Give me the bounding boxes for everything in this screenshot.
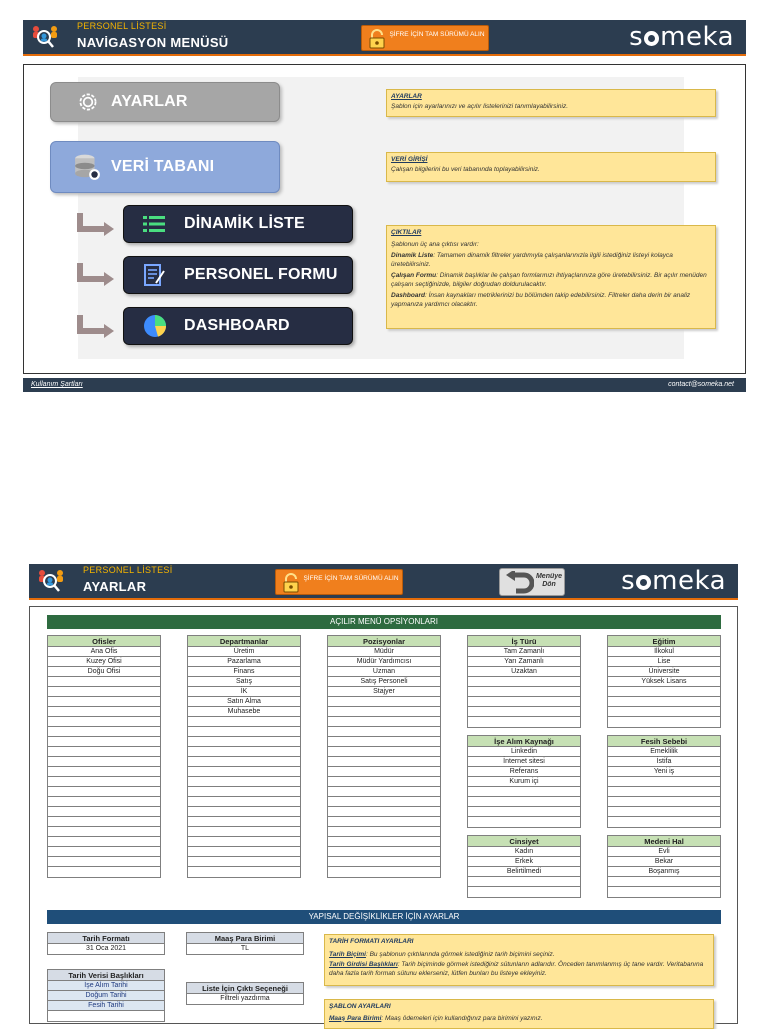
sablon-ayarlari-note: [324, 999, 714, 1029]
note-heading: VERİ GİRİŞİ: [391, 156, 428, 163]
note-item: [329, 961, 709, 978]
section-header-structural: YAPISAL DEĞİŞİKLİKLER İÇİN AYARLAR: [47, 910, 721, 924]
tarih-ayarlari-note: [324, 934, 714, 986]
list-item[interactable]: [608, 797, 720, 807]
list-item[interactable]: [328, 867, 440, 877]
list-item[interactable]: Finans: [188, 667, 300, 677]
dropdown-list: [47, 635, 161, 878]
settings-header: [29, 564, 738, 600]
maas-box: [186, 932, 304, 955]
list-item[interactable]: [608, 807, 720, 817]
note-text: Şablon için ayarlarınızı ve açılır listelerinizi tanımlayabilirsiniz.: [391, 102, 569, 110]
dashboard-label: DASHBOARD: [184, 317, 290, 334]
table-row[interactable]: [48, 1011, 164, 1021]
list-item[interactable]: Belirtilmedi: [468, 867, 580, 877]
list-item[interactable]: [188, 717, 300, 727]
list-item[interactable]: [48, 817, 160, 827]
navigation-panel: [23, 64, 746, 374]
list-item[interactable]: Kuzey Ofisi: [48, 657, 160, 667]
someka-logo: [629, 22, 734, 52]
list-item[interactable]: Müdür: [328, 647, 440, 657]
list-item[interactable]: [188, 747, 300, 757]
list-item[interactable]: [48, 857, 160, 867]
team-icon: [37, 567, 65, 595]
ayarlar-button[interactable]: [50, 82, 280, 122]
list-item[interactable]: [48, 747, 160, 757]
list-item[interactable]: [48, 707, 160, 717]
list-item[interactable]: Evli: [608, 847, 720, 857]
back-arrow-icon: [504, 571, 534, 595]
list-item[interactable]: [188, 827, 300, 837]
table-row[interactable]: Fesih Tarihi: [48, 1001, 164, 1011]
list-item[interactable]: [188, 817, 300, 827]
note-item-title: Dashboard: [391, 292, 425, 299]
list-item[interactable]: Erkek: [468, 857, 580, 867]
dropdown-list-title: Eğitim: [608, 636, 720, 647]
dinamik-label: DİNAMİK LİSTE: [184, 215, 305, 232]
list-item[interactable]: [48, 727, 160, 737]
list-item[interactable]: [328, 817, 440, 827]
tarih-basliklari-title: Tarih Verisi Başlıkları: [48, 970, 164, 981]
list-item[interactable]: [608, 817, 720, 827]
list-item[interactable]: [328, 707, 440, 717]
brand-left: s: [621, 566, 636, 596]
list-item[interactable]: [468, 887, 580, 897]
list-item[interactable]: Doğu Ofisi: [48, 667, 160, 677]
list-item[interactable]: [48, 837, 160, 847]
list-icon: [142, 212, 166, 236]
list-item[interactable]: [608, 717, 720, 727]
list-item[interactable]: Yeni iş: [608, 767, 720, 777]
lock-icon: [368, 29, 386, 49]
list-item[interactable]: Üniversite: [608, 667, 720, 677]
list-item[interactable]: [328, 737, 440, 747]
brand-right: meka: [660, 22, 734, 52]
list-item[interactable]: [468, 677, 580, 687]
note-item-text: : Tamamen dinamik filtreler yardımıyla çalışanlarınızla ilgili istediğiniz listeyi kolayca üretebilirsiniz.: [391, 252, 673, 268]
list-item[interactable]: [188, 727, 300, 737]
list-item[interactable]: [328, 827, 440, 837]
note-item-text: : Tarih biçiminde görmek istediğiniz sütunların adlarıdır. Önceden tanımlanmış üç tane vardır. Veritabanına daha fazla tarih formatı sütunu eklerseniz, lütfen bunları bu listeye ekleyiniz.: [329, 961, 704, 977]
list-item[interactable]: [468, 697, 580, 707]
veri-label: VERİ TABANI: [111, 158, 215, 175]
arrow-icon: [76, 213, 116, 237]
app-subtitle: PERSONEL LİSTESİ: [83, 565, 173, 575]
list-item[interactable]: [328, 837, 440, 847]
menu-return-label: Menüye Dön: [535, 573, 563, 588]
brand-left: s: [629, 22, 644, 52]
list-item[interactable]: [328, 757, 440, 767]
list-item[interactable]: [48, 777, 160, 787]
list-item[interactable]: [608, 687, 720, 697]
personel-formu-button[interactable]: [123, 256, 353, 294]
note-item: [329, 1015, 709, 1024]
dropdown-list-title: Departmanlar: [188, 636, 300, 647]
table-row[interactable]: Doğum Tarihi: [48, 991, 164, 1001]
tarih-formati-title: Tarih Formatı: [48, 933, 164, 944]
team-icon: [31, 23, 59, 51]
list-item[interactable]: [188, 857, 300, 867]
list-item[interactable]: [48, 827, 160, 837]
cikti-box: [186, 982, 304, 1005]
list-item[interactable]: [328, 767, 440, 777]
list-item[interactable]: Lise: [608, 657, 720, 667]
list-item[interactable]: [48, 737, 160, 747]
list-item[interactable]: Boşanmış: [608, 867, 720, 877]
list-item[interactable]: [48, 797, 160, 807]
list-item[interactable]: [188, 767, 300, 777]
list-item[interactable]: Satın Alma: [188, 697, 300, 707]
note-item: [391, 272, 711, 289]
note-item-text: : Maaş ödemeleri için kullandığınız para birimini yazınız.: [381, 1014, 543, 1022]
list-item[interactable]: Satış Personeli: [328, 677, 440, 687]
note-item-title: Tarih Biçimi: [329, 950, 366, 958]
note-item-text: : Dinamik başlıklar ile çalışan formlarınızı ihtiyaçlarınıza göre üretebilirsiniz. Bir açılır menüden çalışanı seçtiğinizde, bilgiler doğrudan doldurulacaktır.: [391, 272, 707, 288]
dropdown-list-title: İş Türü: [468, 636, 580, 647]
list-item[interactable]: [48, 687, 160, 697]
list-item[interactable]: Stajyer: [328, 687, 440, 697]
note-item-text: : İnsan kaynakları metriklerinizi bu bölümden takip edebilirsiniz. Filtreler daha derin bir analiz yapmanıza yardımcı olacaktır.: [391, 292, 691, 308]
list-item[interactable]: [468, 797, 580, 807]
app-subtitle: PERSONEL LİSTESİ: [77, 21, 167, 31]
list-item[interactable]: Referans: [468, 767, 580, 777]
note-item: [391, 252, 711, 269]
list-item[interactable]: Kadın: [468, 847, 580, 857]
maas-value[interactable]: TL: [240, 945, 250, 952]
section-header-dropdowns: AÇILIR MENÜ OPSİYONLARI: [47, 615, 721, 629]
brand-right: meka: [652, 566, 726, 596]
note-item-title: Maaş Para Birimi: [329, 1014, 382, 1022]
maas-title: Maaş Para Birimi: [187, 933, 303, 944]
list-item[interactable]: [188, 847, 300, 857]
list-item[interactable]: [48, 767, 160, 777]
list-item[interactable]: [608, 887, 720, 897]
list-item[interactable]: Uzaktan: [468, 667, 580, 677]
unlock-button[interactable]: [275, 569, 403, 595]
list-item[interactable]: Emeklilik: [608, 747, 720, 757]
list-item[interactable]: [328, 717, 440, 727]
form-label: PERSONEL FORMU: [184, 266, 338, 283]
list-item[interactable]: [608, 877, 720, 887]
list-item[interactable]: [328, 727, 440, 737]
note-item: [391, 292, 711, 309]
dropdown-list-title: Medeni Hal: [608, 836, 720, 847]
list-item[interactable]: [328, 797, 440, 807]
note-item-title: Dinamik Liste: [391, 252, 434, 259]
note-item: [329, 951, 709, 960]
list-item[interactable]: [468, 877, 580, 887]
list-item[interactable]: [188, 757, 300, 767]
dinamik-liste-button[interactable]: [123, 205, 353, 243]
dropdown-list-title: Ofisler: [48, 636, 160, 647]
arrow-icon: [76, 315, 116, 339]
table-row[interactable]: İşe Alım Tarihi: [48, 981, 164, 991]
tarih-basliklari-box: [47, 969, 165, 1022]
cikti-title: Liste İçin Çıktı Seçeneği: [187, 983, 303, 994]
ayarlar-note: [386, 89, 716, 117]
dropdown-list: [467, 835, 581, 898]
unlock-button[interactable]: [361, 25, 489, 51]
dropdown-list-title: İşe Alım Kaynağı: [468, 736, 580, 747]
list-item[interactable]: [48, 697, 160, 707]
tarih-formati-value[interactable]: 31 Oca 2021: [85, 945, 127, 952]
list-item[interactable]: [328, 787, 440, 797]
list-item[interactable]: [48, 677, 160, 687]
ciktilar-note: [386, 225, 716, 329]
list-item[interactable]: [608, 777, 720, 787]
dropdown-list: [607, 835, 721, 898]
list-item[interactable]: [188, 837, 300, 847]
note-item-title: Tarih Girdisi Başlıkları: [329, 961, 398, 968]
footer: [23, 378, 746, 392]
pie-chart-icon: [142, 313, 168, 339]
list-item[interactable]: [468, 687, 580, 697]
note-heading: AYARLAR: [391, 93, 422, 100]
list-item[interactable]: Ana Ofis: [48, 647, 160, 657]
dropdown-list-title: Cinsiyet: [468, 836, 580, 847]
note-item-text: : Bu şablonun çıktılarında görmek istediğiniz tarih biçimini seçiniz.: [365, 950, 555, 958]
terms-link[interactable]: Kullanım Şartları: [31, 381, 83, 388]
list-item[interactable]: [48, 807, 160, 817]
note-item-title: Çalışan Formu: [391, 272, 437, 279]
unlock-label: ŞİFRE İÇİN TAM SÜRÜMÜ ALIN: [389, 31, 485, 38]
tarih-formati-box: [47, 932, 165, 955]
list-item[interactable]: [468, 817, 580, 827]
dropdown-list: [607, 735, 721, 828]
list-item[interactable]: Uzman: [328, 667, 440, 677]
dropdown-list: [187, 635, 301, 878]
dashboard-button[interactable]: [123, 307, 353, 345]
list-item[interactable]: [188, 737, 300, 747]
dropdown-list-title: Pozisyonlar: [328, 636, 440, 647]
page-title: NAVİGASYON MENÜSÜ: [77, 35, 229, 50]
list-item[interactable]: [328, 777, 440, 787]
list-item[interactable]: Bekar: [608, 857, 720, 867]
veri-tabani-button[interactable]: [50, 141, 280, 193]
list-item[interactable]: [48, 757, 160, 767]
veri-note: [386, 152, 716, 182]
list-item[interactable]: [608, 787, 720, 797]
list-item[interactable]: [468, 807, 580, 817]
list-item[interactable]: [608, 697, 720, 707]
note-heading: TARİH FORMATI AYARLARI: [329, 938, 414, 945]
list-item[interactable]: [328, 807, 440, 817]
list-item[interactable]: Kurum içi: [468, 777, 580, 787]
list-item[interactable]: Yarı Zamanlı: [468, 657, 580, 667]
list-item[interactable]: İK: [188, 687, 300, 697]
list-item[interactable]: [608, 707, 720, 717]
list-item[interactable]: [188, 797, 300, 807]
list-item[interactable]: İstifa: [608, 757, 720, 767]
list-item[interactable]: [48, 717, 160, 727]
list-item[interactable]: [328, 747, 440, 757]
list-item[interactable]: İlkokul: [608, 647, 720, 657]
contact-email[interactable]: contact@someka.net: [668, 381, 734, 388]
ayarlar-label: AYARLAR: [111, 93, 188, 110]
list-item[interactable]: [328, 857, 440, 867]
note-heading: ÇIKTILAR: [391, 229, 422, 236]
dropdown-list-title: Fesih Sebebi: [608, 736, 720, 747]
list-item[interactable]: [188, 787, 300, 797]
list-item[interactable]: [48, 867, 160, 877]
list-item[interactable]: Müdür Yardımcısı: [328, 657, 440, 667]
list-item[interactable]: [468, 707, 580, 717]
list-item[interactable]: İnternet sitesi: [468, 757, 580, 767]
someka-logo: [621, 566, 726, 596]
note-text: Çalışan bilgilerini bu veri tabanında toplayabilirsiniz.: [391, 165, 540, 173]
list-item[interactable]: [328, 697, 440, 707]
list-item[interactable]: [468, 787, 580, 797]
list-item[interactable]: Tam Zamanlı: [468, 647, 580, 657]
list-item[interactable]: [188, 867, 300, 877]
list-item[interactable]: Satış: [188, 677, 300, 687]
form-icon: [142, 263, 166, 287]
list-item[interactable]: [468, 717, 580, 727]
cikti-value[interactable]: Filtreli yazdırma: [220, 995, 270, 1002]
unlock-label: ŞİFRE İÇİN TAM SÜRÜMÜ ALIN: [303, 575, 399, 582]
menu-return-button[interactable]: [499, 568, 565, 596]
list-item[interactable]: Üretim: [188, 647, 300, 657]
list-item[interactable]: [48, 787, 160, 797]
settings-panel: [29, 606, 738, 1024]
lock-icon: [282, 573, 300, 593]
page-title: AYARLAR: [83, 579, 147, 594]
arrow-icon: [76, 263, 116, 287]
dropdown-list: [467, 635, 581, 728]
list-item[interactable]: [328, 847, 440, 857]
list-item[interactable]: Linkedin: [468, 747, 580, 757]
note-heading: ŞABLON AYARLARI: [329, 1003, 391, 1010]
note-text: Şablonun üç ana çıktısı vardır:: [391, 240, 479, 248]
list-item[interactable]: [188, 777, 300, 787]
dropdown-list: [327, 635, 441, 878]
list-item[interactable]: Pazarlama: [188, 657, 300, 667]
list-item[interactable]: Muhasebe: [188, 707, 300, 717]
list-item[interactable]: [48, 847, 160, 857]
list-item[interactable]: Yüksek Lisans: [608, 677, 720, 687]
gear-icon: [75, 89, 101, 115]
database-icon: [73, 153, 101, 181]
dropdown-list: [467, 735, 581, 828]
nav-header: [23, 20, 746, 56]
list-item[interactable]: [188, 807, 300, 817]
dropdown-list: [607, 635, 721, 728]
